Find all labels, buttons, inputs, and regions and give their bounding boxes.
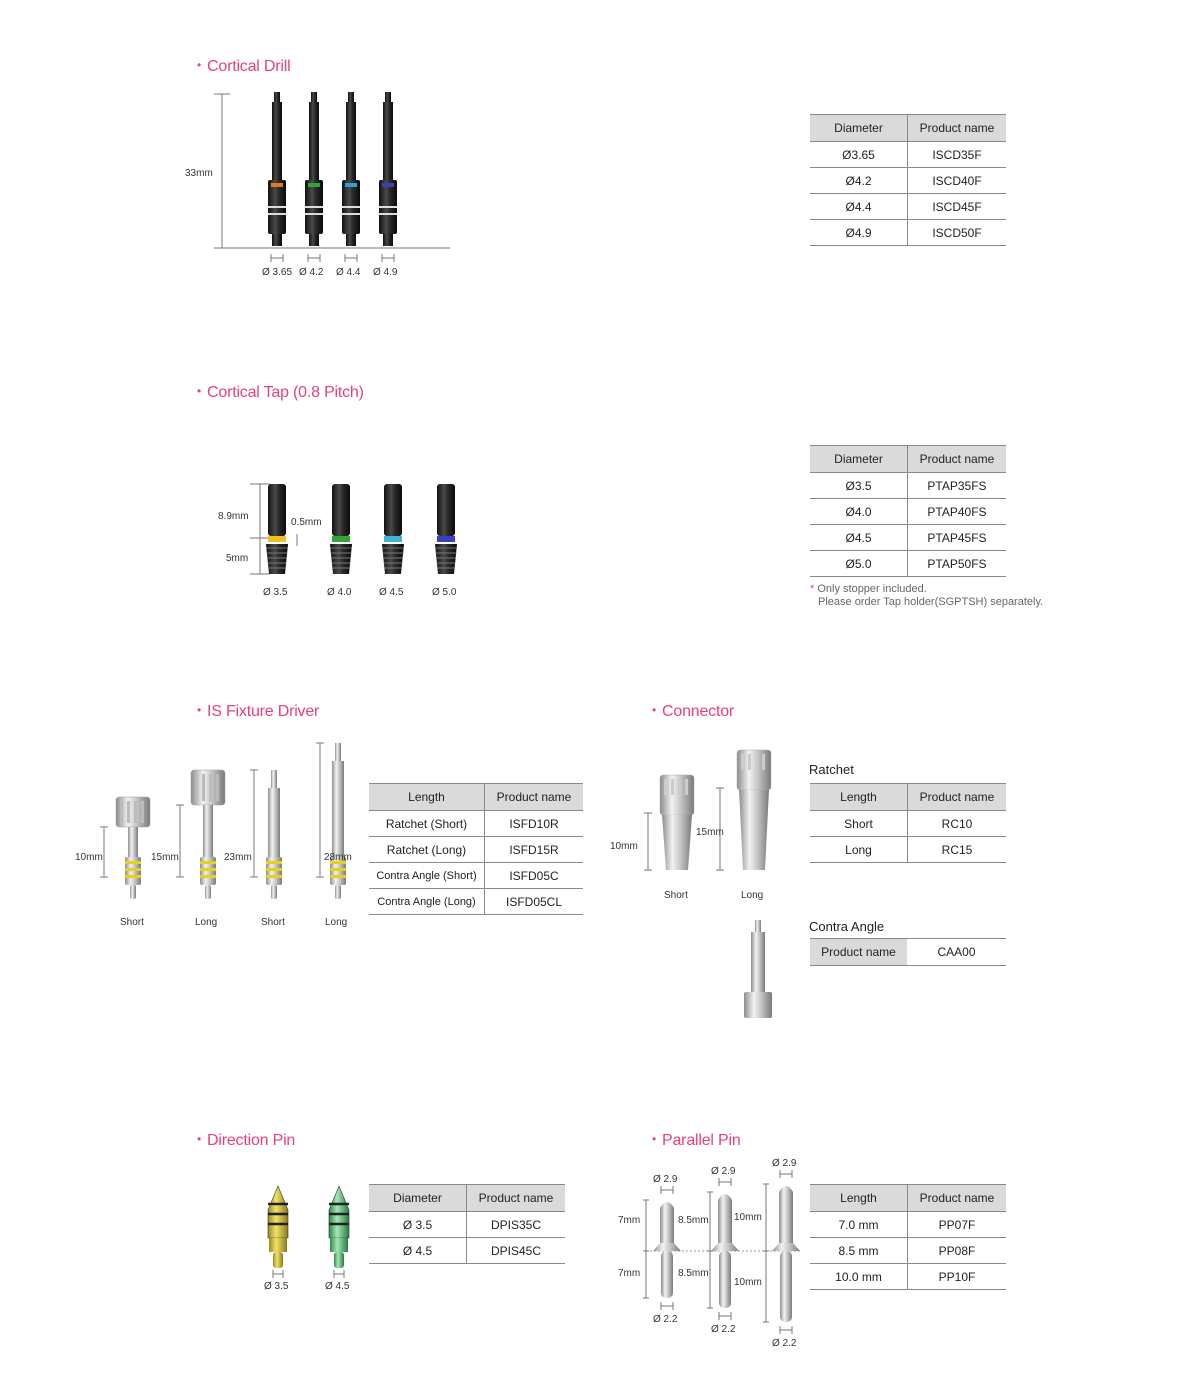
- table-row: [810, 473, 1006, 499]
- table-row: [810, 1264, 1006, 1290]
- table-header: Product name: [467, 1185, 566, 1212]
- cortical-drill-title: • Cortical Drill: [197, 58, 291, 75]
- direction-pin-table: [369, 1184, 565, 1264]
- table-cell: PTAP45FS: [908, 525, 1007, 551]
- connector-length-label: 15mm: [696, 827, 724, 838]
- table-header: Length: [810, 784, 908, 811]
- table-cell: PP10F: [908, 1264, 1007, 1290]
- table-cell: PTAP40FS: [908, 499, 1007, 525]
- tap-diameter-label: Ø 3.5: [263, 587, 288, 598]
- parallel-pin-bottom-diameter: Ø 2.2: [711, 1324, 736, 1335]
- parallel-pin-top-diameter: Ø 2.9: [772, 1158, 797, 1169]
- drill-image: [336, 92, 361, 278]
- connector-contra-table: [810, 938, 1006, 966]
- driver-length-label: 10mm: [75, 852, 103, 863]
- connector-image: [696, 750, 771, 901]
- contra-angle-label: Contra Angle: [809, 919, 885, 934]
- bullet-icon: •: [197, 58, 202, 72]
- table-header: Product name: [908, 115, 1007, 142]
- parallel-pin-figure: [610, 1150, 810, 1349]
- tap-image: [263, 484, 288, 598]
- drill-diameter-label: Ø 4.2: [299, 267, 324, 278]
- table-header: Diameter: [810, 115, 908, 142]
- table-header: Diameter: [810, 446, 908, 473]
- table-cell: ISCD45F: [908, 194, 1007, 220]
- parallel-pin-bottom-length: 10mm: [734, 1277, 762, 1288]
- table-cell: Ø 4.5: [369, 1238, 467, 1264]
- table-row: [810, 525, 1006, 551]
- drill-image: [299, 92, 324, 278]
- table-cell: Contra Angle (Short): [369, 863, 485, 889]
- connector-image: [610, 775, 694, 901]
- table-cell: DPIS45C: [467, 1238, 566, 1264]
- table-cell: Ø4.0: [810, 499, 908, 525]
- parallel-pin-bottom-length: 7mm: [618, 1268, 641, 1279]
- parallel-pin-bottom-length: 8.5mm: [678, 1268, 709, 1279]
- tap-diameter-label: Ø 4.5: [379, 587, 404, 598]
- bullet-icon: •: [197, 384, 202, 398]
- bullet-icon: •: [652, 703, 657, 717]
- table-row: [810, 811, 1006, 837]
- ratchet-label: Ratchet: [809, 762, 854, 777]
- table-header: Product name: [485, 784, 584, 811]
- table-header: Length: [369, 784, 485, 811]
- drill-diameter-label: Ø 4.9: [373, 267, 398, 278]
- table-cell: Ø4.2: [810, 168, 908, 194]
- table-row: [369, 889, 583, 915]
- direction-pin-figure: [250, 1180, 370, 1300]
- table-cell: CAA00: [907, 939, 1006, 966]
- driver-image: [316, 743, 352, 928]
- table-cell: PP07F: [908, 1212, 1007, 1238]
- table-row: [810, 194, 1006, 220]
- table-cell: ISFD10R: [485, 811, 584, 837]
- fixture-driver-figure: [70, 735, 370, 935]
- connector-title: • Connector: [652, 703, 735, 720]
- note-line-2: Please order Tap holder(SGPTSH) separately.: [818, 596, 1044, 608]
- connector-caption: Short: [664, 890, 688, 901]
- table-cell: ISCD50F: [908, 220, 1007, 246]
- table-cell: Long: [810, 837, 908, 863]
- table-cell: RC15: [908, 837, 1007, 863]
- table-cell: PTAP35FS: [908, 473, 1007, 499]
- driver-length-label: 15mm: [151, 852, 179, 863]
- table-row: [810, 220, 1006, 246]
- tap-image: [432, 484, 457, 598]
- direction-pin-title: • Direction Pin: [197, 1132, 296, 1149]
- connector-length-label: 10mm: [610, 841, 638, 852]
- table-row: [810, 939, 1006, 966]
- tap-note: [810, 583, 1043, 609]
- table-cell: 8.5 mm: [810, 1238, 908, 1264]
- cortical-tap-figure: [210, 478, 490, 608]
- driver-caption: Long: [325, 917, 348, 928]
- tap-diameter-label: Ø 4.0: [327, 587, 352, 598]
- bullet-icon: •: [652, 1132, 657, 1146]
- drill-image: [262, 92, 292, 278]
- note-asterisk: *: [810, 583, 815, 595]
- parallel-pin-top-length: 8.5mm: [678, 1215, 709, 1226]
- table-cell: ISCD35F: [908, 142, 1007, 168]
- table-cell: Short: [810, 811, 908, 837]
- parallel-pin-bottom-diameter: Ø 2.2: [772, 1338, 797, 1349]
- table-row: [369, 811, 583, 837]
- table-row: [810, 1238, 1006, 1264]
- table-row: [810, 551, 1006, 577]
- connector-ratchet-table: [810, 783, 1006, 863]
- driver-image: [151, 770, 225, 928]
- driver-caption: Short: [120, 917, 144, 928]
- driver-length-label: 28mm: [324, 852, 352, 863]
- table-cell: ISCD40F: [908, 168, 1007, 194]
- bullet-icon: •: [197, 703, 202, 717]
- tap-gap-length: 0.5mm: [291, 517, 322, 528]
- table-cell: DPIS35C: [467, 1212, 566, 1238]
- parallel-pin-top-length: 7mm: [618, 1215, 641, 1226]
- table-row: [369, 837, 583, 863]
- drill-length-label: 33mm: [185, 168, 213, 179]
- table-row: [369, 1238, 565, 1264]
- parallel-pin-top-diameter: Ø 2.9: [711, 1166, 736, 1177]
- table-cell: Ø3.65: [810, 142, 908, 168]
- connector-figure: [600, 745, 800, 1025]
- driver-image: [75, 797, 150, 928]
- table-header: Product name: [908, 784, 1007, 811]
- table-row: [369, 1212, 565, 1238]
- fixture-driver-table: [369, 783, 583, 915]
- table-cell: ISFD15R: [485, 837, 584, 863]
- bullet-icon: •: [197, 1132, 202, 1146]
- table-cell: 7.0 mm: [810, 1212, 908, 1238]
- connector-caption: Long: [741, 890, 764, 901]
- parallel-pin-top-diameter: Ø 2.9: [653, 1174, 678, 1185]
- table-cell: Ø5.0: [810, 551, 908, 577]
- table-cell: Ø 3.5: [369, 1212, 467, 1238]
- driver-length-label: 23mm: [224, 852, 252, 863]
- table-cell: Ø4.9: [810, 220, 908, 246]
- table-header: Product name: [810, 939, 907, 966]
- drill-image: [373, 92, 398, 278]
- note-line-1: Only stopper included.: [817, 583, 927, 595]
- cortical-tap-table: [810, 445, 1006, 577]
- table-row: [810, 142, 1006, 168]
- tap-image: [327, 484, 352, 598]
- direction-pin-diameter-label: Ø 4.5: [325, 1281, 350, 1292]
- table-header: Product name: [908, 446, 1007, 473]
- table-cell: RC10: [908, 811, 1007, 837]
- table-row: [810, 499, 1006, 525]
- parallel-pin-table: [810, 1184, 1006, 1290]
- table-cell: Contra Angle (Long): [369, 889, 485, 915]
- parallel-pin-title: • Parallel Pin: [652, 1132, 741, 1149]
- cortical-tap-title: • Cortical Tap (0.8 Pitch): [197, 384, 364, 401]
- table-cell: Ø4.5: [810, 525, 908, 551]
- driver-image: [224, 770, 285, 928]
- table-row: [810, 168, 1006, 194]
- parallel-pin-image: [618, 1174, 681, 1325]
- drill-diameter-label: Ø 3.65: [262, 267, 293, 278]
- cortical-drill-table: [810, 114, 1006, 246]
- direction-pin-image: [325, 1186, 350, 1292]
- table-cell: Ø4.4: [810, 194, 908, 220]
- direction-pin-diameter-label: Ø 3.5: [264, 1281, 289, 1292]
- table-row: [369, 863, 583, 889]
- table-cell: PTAP50FS: [908, 551, 1007, 577]
- table-row: [810, 1212, 1006, 1238]
- table-cell: Ø3.5: [810, 473, 908, 499]
- table-cell: Ratchet (Long): [369, 837, 485, 863]
- table-header: Length: [810, 1185, 908, 1212]
- table-cell: ISFD05C: [485, 863, 584, 889]
- fixture-driver-title: • IS Fixture Driver: [197, 703, 320, 720]
- cortical-drill-figure: [180, 88, 420, 288]
- drill-diameter-label: Ø 4.4: [336, 267, 361, 278]
- driver-caption: Short: [261, 917, 285, 928]
- direction-pin-image: [264, 1186, 289, 1292]
- table-cell: ISFD05CL: [485, 889, 584, 915]
- parallel-pin-top-length: 10mm: [734, 1212, 762, 1223]
- table-header: Diameter: [369, 1185, 467, 1212]
- driver-caption: Long: [195, 917, 218, 928]
- tap-diameter-label: Ø 5.0: [432, 587, 457, 598]
- tap-bottom-length: 5mm: [226, 553, 249, 564]
- contra-angle-connector-image: [744, 920, 772, 1018]
- parallel-pin-bottom-diameter: Ø 2.2: [653, 1314, 678, 1325]
- table-cell: PP08F: [908, 1238, 1007, 1264]
- table-header: Product name: [908, 1185, 1007, 1212]
- table-cell: 10.0 mm: [810, 1264, 908, 1290]
- tap-image: [379, 484, 404, 598]
- tap-top-length: 8.9mm: [218, 511, 249, 522]
- table-row: [810, 837, 1006, 863]
- table-cell: Ratchet (Short): [369, 811, 485, 837]
- parallel-pin-image: [734, 1158, 800, 1349]
